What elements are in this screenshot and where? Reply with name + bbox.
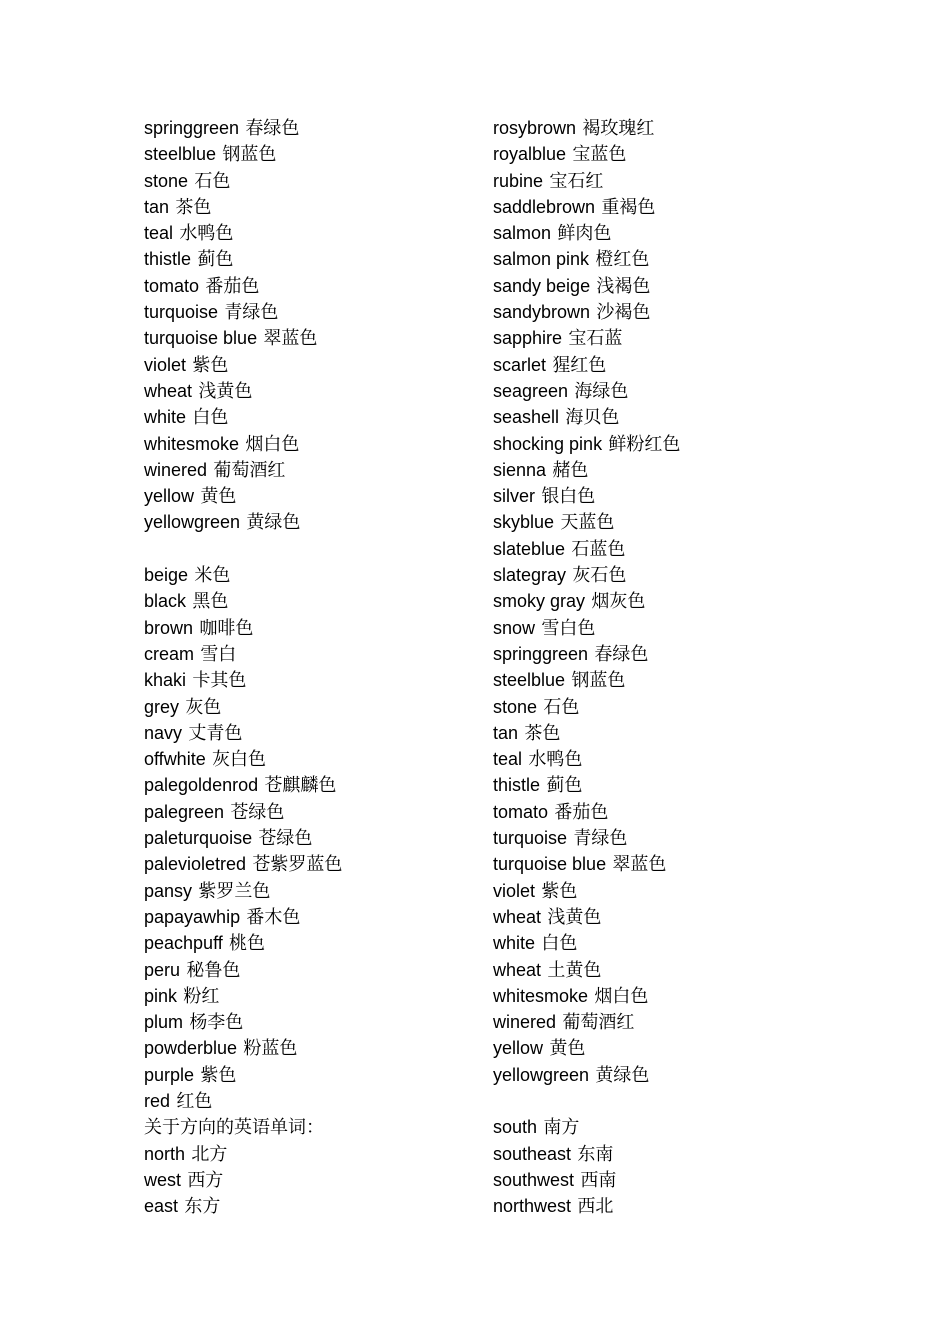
right-entry bbox=[493, 878, 913, 904]
chinese-translation: 苍绿色 bbox=[230, 801, 285, 823]
english-word: east bbox=[144, 1196, 179, 1217]
right-entry bbox=[493, 404, 913, 430]
left-entry bbox=[144, 825, 474, 851]
chinese-translation: 紫色 bbox=[192, 354, 229, 376]
chinese-translation: 蓟色 bbox=[197, 249, 234, 271]
english-word: saddlebrown bbox=[493, 196, 596, 217]
english-word: khaki bbox=[144, 670, 187, 691]
chinese-translation: 天蓝色 bbox=[560, 512, 615, 534]
chinese-translation: 石色 bbox=[543, 696, 580, 718]
left-entry bbox=[144, 878, 474, 904]
english-word: royalblue bbox=[493, 144, 567, 165]
chinese-translation: 烟白色 bbox=[245, 433, 300, 455]
chinese-translation: 浅黄色 bbox=[198, 380, 253, 402]
right-entry bbox=[493, 457, 913, 483]
english-word: tan bbox=[144, 196, 170, 217]
english-word: slateblue bbox=[493, 538, 566, 559]
english-word: teal bbox=[144, 223, 174, 244]
right-entry bbox=[493, 588, 913, 614]
right-entry bbox=[493, 667, 913, 693]
left-entry bbox=[144, 772, 474, 798]
chinese-translation: 黄绿色 bbox=[246, 512, 301, 534]
english-word: beige bbox=[144, 565, 189, 586]
right-entry bbox=[493, 983, 913, 1009]
chinese-translation: 灰白色 bbox=[212, 749, 267, 771]
english-word: thistle bbox=[493, 775, 541, 796]
english-word: silver bbox=[493, 486, 536, 507]
left-entry bbox=[144, 483, 474, 509]
english-word: whitesmoke bbox=[144, 433, 240, 454]
english-word: palegreen bbox=[144, 801, 225, 822]
left-entry bbox=[144, 588, 474, 614]
chinese-translation: 秘鲁色 bbox=[186, 959, 241, 981]
left-entry bbox=[144, 431, 474, 457]
english-word: violet bbox=[493, 880, 536, 901]
english-word: skyblue bbox=[493, 512, 555, 533]
right-entry bbox=[493, 1193, 913, 1219]
chinese-translation: 西北 bbox=[577, 1196, 614, 1218]
chinese-translation: 青绿色 bbox=[224, 302, 279, 324]
chinese-translation: 青绿色 bbox=[573, 828, 628, 850]
chinese-translation: 钢蓝色 bbox=[571, 670, 626, 692]
chinese-translation: 南方 bbox=[543, 1117, 580, 1139]
left-entry bbox=[144, 194, 474, 220]
chinese-translation: 茶色 bbox=[175, 196, 212, 218]
english-word: south bbox=[493, 1117, 538, 1138]
left-entry bbox=[144, 115, 474, 141]
english-word: turquoise blue bbox=[144, 328, 258, 349]
left-entry bbox=[144, 957, 474, 983]
english-word: scarlet bbox=[493, 354, 547, 375]
english-word: pink bbox=[144, 985, 178, 1006]
english-word: palegoldenrod bbox=[144, 775, 259, 796]
english-word: southeast bbox=[493, 1143, 572, 1164]
english-word: palevioletred bbox=[144, 854, 247, 875]
chinese-translation: 白色 bbox=[541, 933, 578, 955]
english-word: winered bbox=[144, 459, 208, 480]
chinese-translation: 紫色 bbox=[541, 880, 578, 902]
right-entry bbox=[493, 904, 913, 930]
left-entry bbox=[144, 325, 474, 351]
left-entry bbox=[144, 1141, 474, 1167]
left-entry bbox=[144, 851, 474, 877]
english-word: west bbox=[144, 1169, 182, 1190]
english-word: grey bbox=[144, 696, 180, 717]
chinese-translation: 葡萄酒红 bbox=[213, 459, 286, 481]
chinese-translation: 水鸭色 bbox=[528, 749, 583, 771]
left-entry bbox=[144, 930, 474, 956]
chinese-translation: 宝石红 bbox=[549, 170, 604, 192]
english-word: steelblue bbox=[144, 144, 217, 165]
left-entry bbox=[144, 404, 474, 430]
chinese-translation: 海贝色 bbox=[565, 407, 620, 429]
left-entry bbox=[144, 562, 474, 588]
left-entry bbox=[144, 1088, 474, 1114]
chinese-translation: 东方 bbox=[184, 1196, 221, 1218]
english-word: smoky gray bbox=[493, 591, 586, 612]
english-word: plum bbox=[144, 1012, 184, 1033]
right-entry bbox=[493, 1141, 913, 1167]
right-entry bbox=[493, 194, 913, 220]
left-entry bbox=[144, 746, 474, 772]
chinese-translation: 北方 bbox=[191, 1143, 228, 1165]
english-word: turquoise bbox=[144, 302, 219, 323]
english-word: yellow bbox=[493, 1038, 544, 1059]
english-word: seagreen bbox=[493, 380, 569, 401]
chinese-translation: 紫色 bbox=[200, 1064, 237, 1086]
chinese-translation: 咖啡色 bbox=[199, 617, 254, 639]
right-entry bbox=[493, 483, 913, 509]
english-word: stone bbox=[144, 170, 189, 191]
english-word: tomato bbox=[493, 801, 549, 822]
chinese-translation: 橙红色 bbox=[595, 249, 650, 271]
english-word: black bbox=[144, 591, 187, 612]
english-word: turquoise bbox=[493, 828, 568, 849]
right-entry bbox=[493, 615, 913, 641]
left-entry bbox=[144, 246, 474, 272]
english-word: sienna bbox=[493, 459, 547, 480]
chinese-translation: 桃色 bbox=[229, 933, 266, 955]
english-word: powderblue bbox=[144, 1038, 238, 1059]
chinese-translation: 石蓝色 bbox=[571, 538, 626, 560]
left-entry bbox=[144, 667, 474, 693]
right-entry bbox=[493, 720, 913, 746]
english-word: southwest bbox=[493, 1169, 575, 1190]
english-word: thistle bbox=[144, 249, 192, 270]
chinese-translation: 黄色 bbox=[200, 486, 237, 508]
left-entry bbox=[144, 352, 474, 378]
english-word: northwest bbox=[493, 1196, 572, 1217]
right-entry bbox=[493, 325, 913, 351]
english-word: brown bbox=[144, 617, 194, 638]
chinese-translation: 钢蓝色 bbox=[222, 144, 277, 166]
right-entry bbox=[493, 1062, 913, 1088]
right-entry bbox=[493, 431, 913, 457]
left-entry bbox=[144, 615, 474, 641]
chinese-translation: 紫罗兰色 bbox=[198, 880, 271, 902]
english-word: pansy bbox=[144, 880, 193, 901]
english-word: papayawhip bbox=[144, 906, 241, 927]
english-word: salmon bbox=[493, 223, 552, 244]
right-entry bbox=[493, 509, 913, 535]
left-word-column bbox=[144, 115, 474, 1219]
right-entry bbox=[493, 930, 913, 956]
chinese-translation: 东南 bbox=[577, 1143, 614, 1165]
english-word: stone bbox=[493, 696, 538, 717]
english-word: offwhite bbox=[144, 749, 206, 770]
english-word: sandy beige bbox=[493, 275, 591, 296]
chinese-translation: 海绿色 bbox=[574, 380, 629, 402]
chinese-translation: 雪白色 bbox=[541, 617, 596, 639]
english-word: wheat bbox=[144, 380, 193, 401]
left-entry bbox=[144, 299, 474, 325]
english-word: wheat bbox=[493, 959, 542, 980]
chinese-translation: 春绿色 bbox=[245, 118, 300, 139]
chinese-translation: 浅褐色 bbox=[596, 275, 651, 297]
english-word: tomato bbox=[144, 275, 200, 296]
chinese-translation: 葡萄酒红 bbox=[562, 1012, 635, 1034]
left-entry bbox=[144, 1009, 474, 1035]
right-entry bbox=[493, 168, 913, 194]
right-entry bbox=[493, 641, 913, 667]
chinese-translation: 灰色 bbox=[185, 696, 222, 718]
right-entry bbox=[493, 141, 913, 167]
english-word: sandybrown bbox=[493, 302, 591, 323]
chinese-translation: 赭色 bbox=[552, 459, 589, 481]
left-spacer bbox=[144, 536, 474, 562]
chinese-translation: 粉红 bbox=[183, 985, 220, 1007]
chinese-translation: 银白色 bbox=[541, 486, 596, 508]
chinese-translation: 黄绿色 bbox=[595, 1064, 650, 1086]
english-word: seashell bbox=[493, 407, 560, 428]
chinese-translation: 褐玫瑰红 bbox=[582, 118, 655, 139]
chinese-translation: 猩红色 bbox=[552, 354, 607, 376]
english-word: sapphire bbox=[493, 328, 563, 349]
left-entry bbox=[144, 457, 474, 483]
left-entry bbox=[144, 168, 474, 194]
english-word: yellowgreen bbox=[493, 1064, 590, 1085]
left-entry bbox=[144, 694, 474, 720]
right-entry bbox=[493, 378, 913, 404]
chinese-translation: 黄色 bbox=[549, 1038, 586, 1060]
section-heading: 关于方向的英语单词： bbox=[144, 1117, 324, 1139]
english-word: peru bbox=[144, 959, 181, 980]
right-word-column bbox=[493, 115, 913, 1219]
right-entry bbox=[493, 1009, 913, 1035]
chinese-translation: 苍麒麟色 bbox=[264, 775, 337, 797]
english-word: yellow bbox=[144, 486, 195, 507]
english-word: navy bbox=[144, 722, 183, 743]
right-entry bbox=[493, 957, 913, 983]
chinese-translation: 苍紫罗蓝色 bbox=[252, 854, 343, 876]
left-entry bbox=[144, 1167, 474, 1193]
chinese-translation: 鲜粉红色 bbox=[608, 433, 681, 455]
right-entry bbox=[493, 851, 913, 877]
chinese-translation: 烟灰色 bbox=[591, 591, 646, 613]
left-entry bbox=[144, 273, 474, 299]
chinese-translation: 红色 bbox=[176, 1090, 213, 1112]
left-entry bbox=[144, 983, 474, 1009]
right-entry bbox=[493, 825, 913, 851]
chinese-translation: 鲜肉色 bbox=[557, 223, 612, 245]
right-entry bbox=[493, 299, 913, 325]
left-entry bbox=[144, 1035, 474, 1061]
chinese-translation: 番茄色 bbox=[205, 275, 260, 297]
chinese-translation: 浅黄色 bbox=[547, 906, 602, 928]
chinese-translation: 茶色 bbox=[524, 722, 561, 744]
right-entry bbox=[493, 273, 913, 299]
left-entry bbox=[144, 641, 474, 667]
chinese-translation: 卡其色 bbox=[192, 670, 247, 692]
english-word: wheat bbox=[493, 906, 542, 927]
chinese-translation: 水鸭色 bbox=[179, 223, 234, 245]
english-word: springgreen bbox=[144, 118, 240, 138]
left-entry bbox=[144, 1114, 474, 1140]
left-entry bbox=[144, 220, 474, 246]
right-entry bbox=[493, 536, 913, 562]
english-word: teal bbox=[493, 749, 523, 770]
chinese-translation: 春绿色 bbox=[594, 643, 649, 665]
chinese-translation: 番茄色 bbox=[554, 801, 609, 823]
chinese-translation: 米色 bbox=[194, 565, 231, 587]
left-entry bbox=[144, 141, 474, 167]
english-word: winered bbox=[493, 1012, 557, 1033]
english-word: violet bbox=[144, 354, 187, 375]
right-entry bbox=[493, 352, 913, 378]
right-entry bbox=[493, 694, 913, 720]
chinese-translation: 番木色 bbox=[246, 906, 301, 928]
english-word: peachpuff bbox=[144, 933, 223, 954]
right-entry bbox=[493, 246, 913, 272]
chinese-translation: 粉蓝色 bbox=[243, 1038, 298, 1060]
english-word: paleturquoise bbox=[144, 828, 253, 849]
chinese-translation: 黑色 bbox=[192, 591, 229, 613]
english-word: turquoise blue bbox=[493, 854, 607, 875]
right-entry bbox=[493, 1167, 913, 1193]
english-word: tan bbox=[493, 722, 519, 743]
chinese-translation: 蓟色 bbox=[546, 775, 583, 797]
chinese-translation: 沙褐色 bbox=[596, 302, 651, 324]
english-word: north bbox=[144, 1143, 186, 1164]
english-word: whitesmoke bbox=[493, 985, 589, 1006]
left-entry bbox=[144, 904, 474, 930]
english-word: steelblue bbox=[493, 670, 566, 691]
chinese-translation: 土黄色 bbox=[547, 959, 602, 981]
left-entry bbox=[144, 720, 474, 746]
chinese-translation: 灰石色 bbox=[572, 565, 627, 587]
right-spacer bbox=[493, 1088, 913, 1114]
chinese-translation: 翠蓝色 bbox=[263, 328, 318, 350]
chinese-translation: 烟白色 bbox=[594, 985, 649, 1007]
right-entry bbox=[493, 562, 913, 588]
english-word: shocking pink bbox=[493, 433, 603, 454]
english-word: white bbox=[493, 933, 536, 954]
right-entry bbox=[493, 799, 913, 825]
chinese-translation: 苍绿色 bbox=[258, 828, 313, 850]
chinese-translation: 宝蓝色 bbox=[572, 144, 627, 166]
chinese-translation: 西南 bbox=[580, 1169, 617, 1191]
chinese-translation: 西方 bbox=[187, 1169, 224, 1191]
english-word: rosybrown bbox=[493, 118, 577, 138]
right-entry bbox=[493, 746, 913, 772]
left-entry bbox=[144, 509, 474, 535]
chinese-translation: 翠蓝色 bbox=[612, 854, 667, 876]
chinese-translation: 宝石蓝 bbox=[568, 328, 623, 350]
left-entry bbox=[144, 799, 474, 825]
right-entry bbox=[493, 1114, 913, 1140]
chinese-translation: 雪白 bbox=[200, 643, 237, 665]
english-word: purple bbox=[144, 1064, 195, 1085]
left-entry bbox=[144, 1062, 474, 1088]
english-word: white bbox=[144, 407, 187, 428]
right-entry bbox=[493, 115, 913, 141]
english-word: red bbox=[144, 1090, 171, 1111]
left-entry bbox=[144, 1193, 474, 1219]
english-word: springgreen bbox=[493, 643, 589, 664]
right-entry bbox=[493, 220, 913, 246]
right-entry bbox=[493, 1035, 913, 1061]
chinese-translation: 杨李色 bbox=[189, 1012, 244, 1034]
chinese-translation: 白色 bbox=[192, 407, 229, 429]
chinese-translation: 石色 bbox=[194, 170, 231, 192]
chinese-translation: 重褐色 bbox=[601, 196, 656, 218]
right-entry bbox=[493, 772, 913, 798]
left-entry bbox=[144, 378, 474, 404]
english-word: salmon pink bbox=[493, 249, 590, 270]
english-word: cream bbox=[144, 643, 195, 664]
english-word: slategray bbox=[493, 565, 567, 586]
english-word: rubine bbox=[493, 170, 544, 191]
chinese-translation: 丈青色 bbox=[188, 722, 243, 744]
english-word: yellowgreen bbox=[144, 512, 241, 533]
english-word: snow bbox=[493, 617, 536, 638]
